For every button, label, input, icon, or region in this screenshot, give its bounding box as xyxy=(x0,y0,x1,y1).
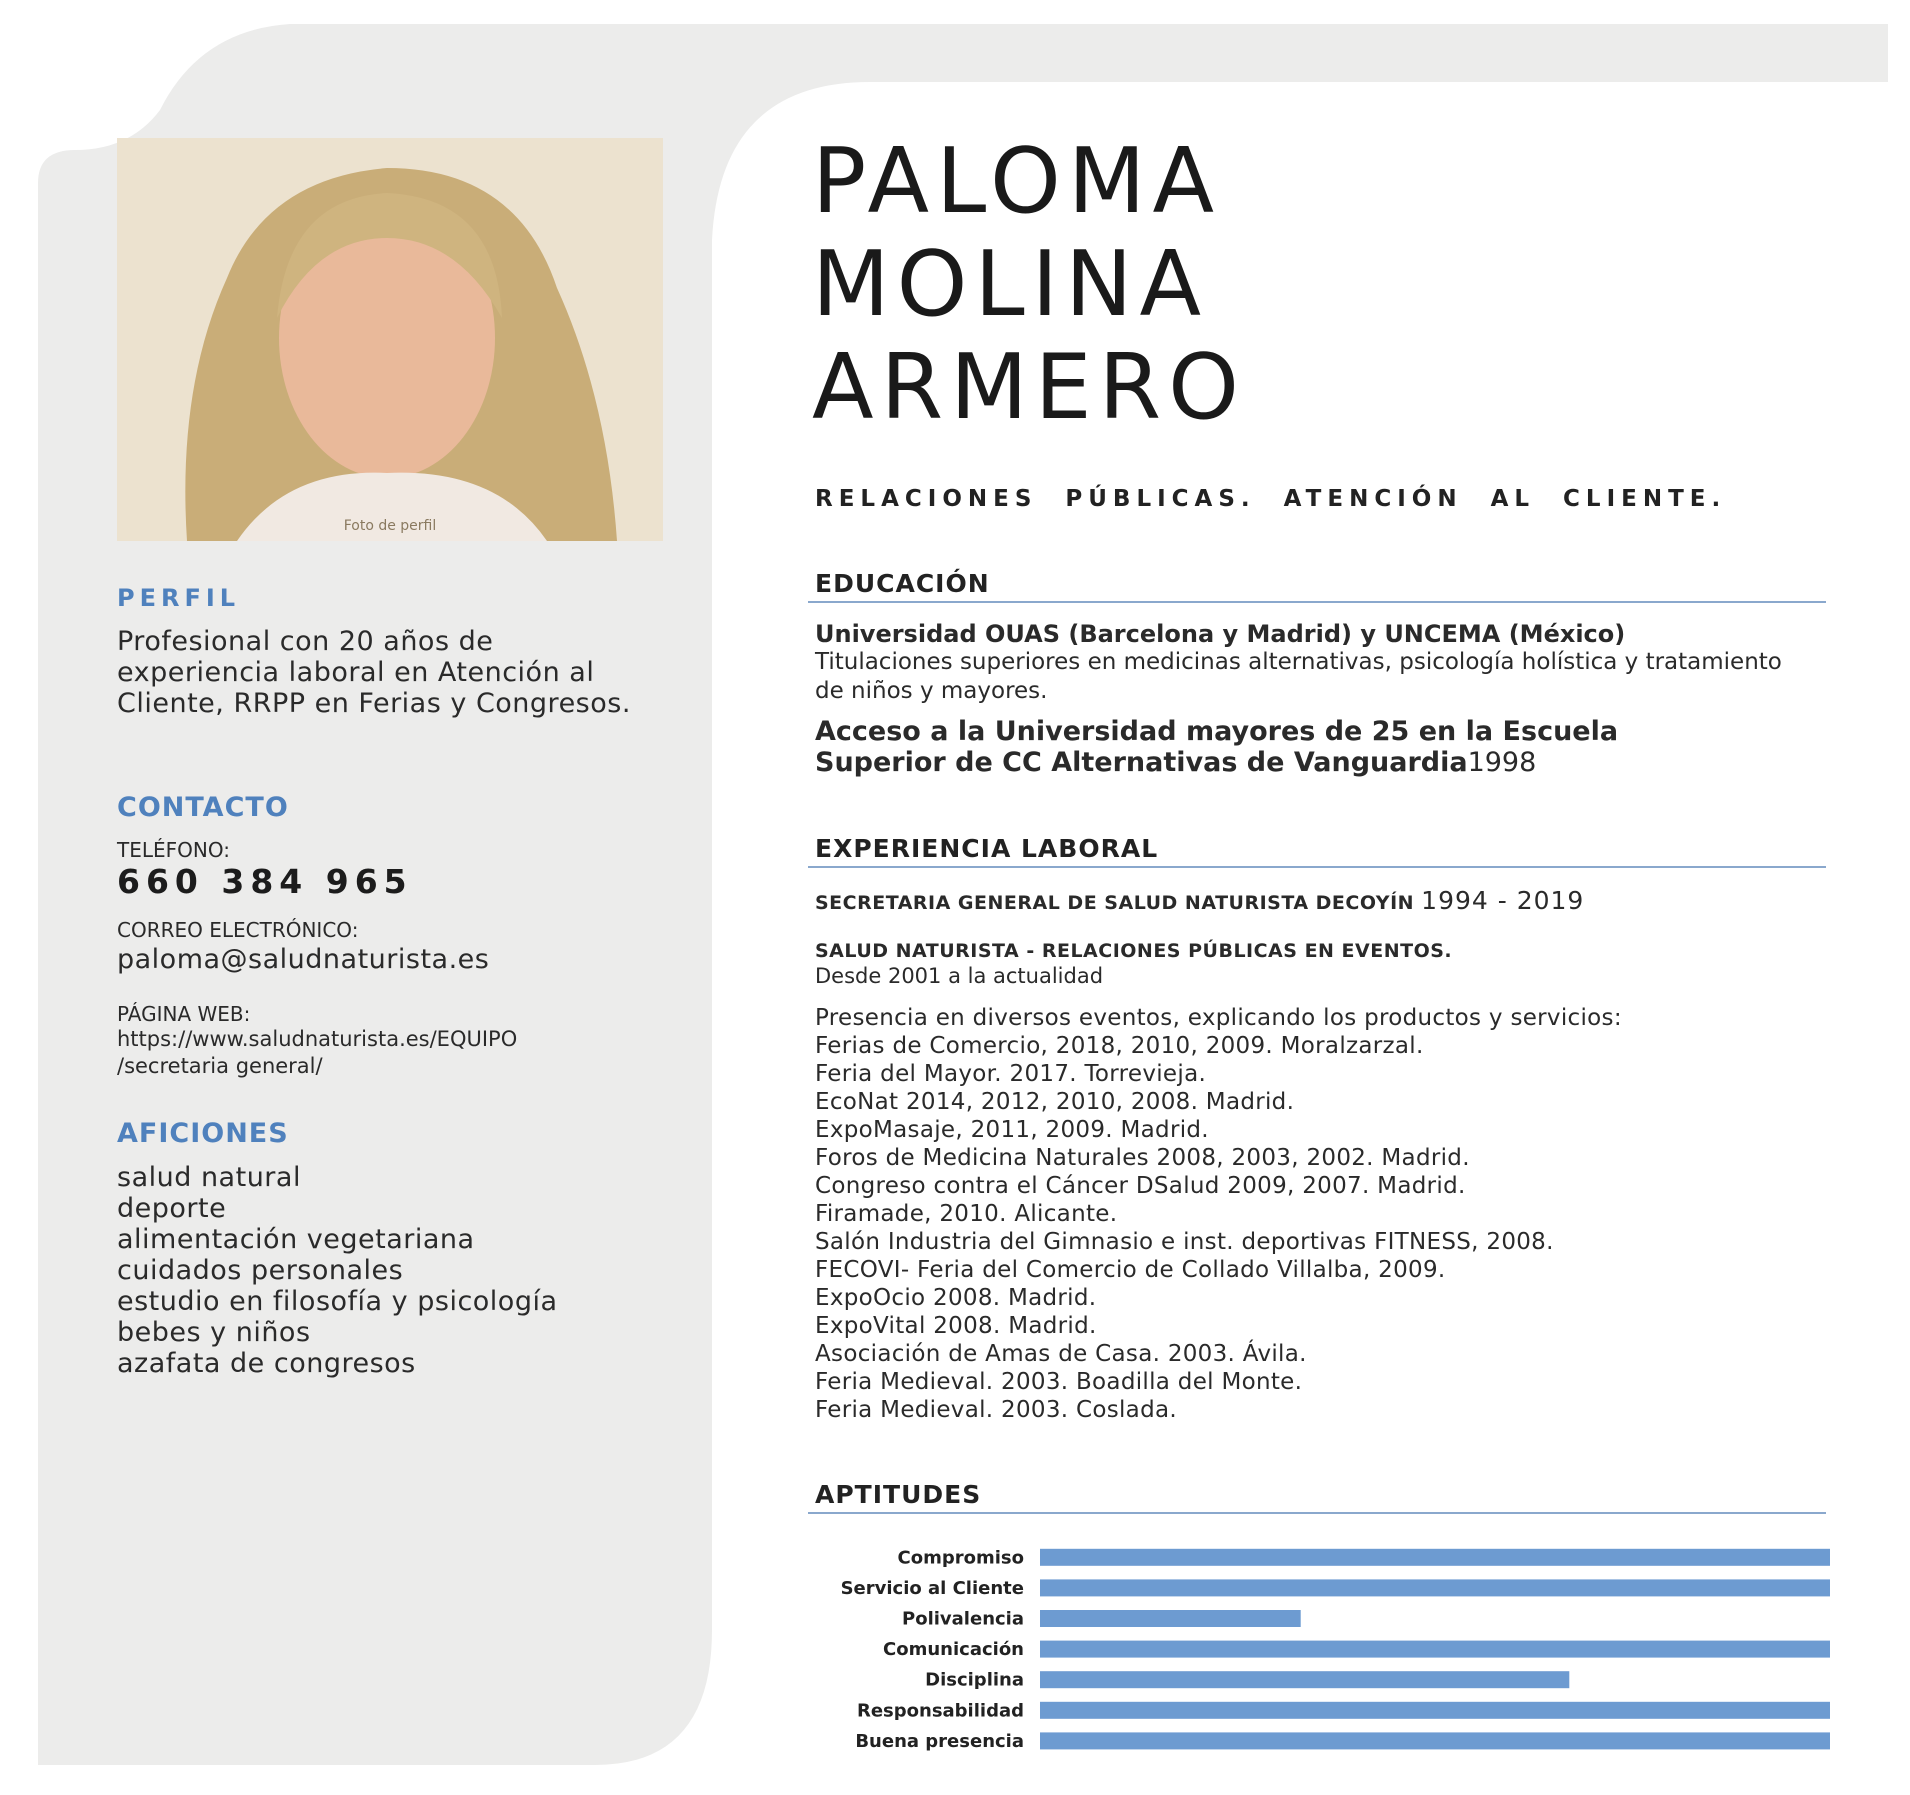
list-item: ExpoMasaje, 2011, 2009. Madrid. xyxy=(815,1117,1209,1143)
bar-label: Responsabilidad xyxy=(856,1700,1024,1722)
photo-label: Foto de perfil xyxy=(343,518,437,534)
perfil-text: Profesional con 20 años de experiencia laboral en Atención al Cliente, RRPP en Ferias y Congresos. xyxy=(117,626,631,719)
educacion-heading: EDUCACIÓN xyxy=(815,569,990,598)
full-name xyxy=(812,130,1246,439)
bar-label: Buena presencia xyxy=(855,1730,1024,1752)
portrait-icon xyxy=(117,138,663,541)
email-address[interactable]: paloma@saludnaturista.es xyxy=(117,944,490,975)
bar-label: Servicio al Cliente xyxy=(840,1577,1024,1599)
job-2-since: Desde 2001 a la actualidad xyxy=(815,964,1104,988)
education-item-title: Universidad OUAS (Barcelona y Madrid) y UNCEMA (México) xyxy=(815,620,1626,648)
web-link-line2: /secretaria general/ xyxy=(117,1054,323,1078)
job-role: RELACIONES PÚBLICAS. ATENCIÓN AL CLIENTE. xyxy=(815,486,1727,512)
perfil-heading: PERFIL xyxy=(117,584,241,612)
web-link[interactable] xyxy=(117,1026,677,1080)
list-item: deporte xyxy=(117,1193,227,1224)
name-line-1: PALOMA xyxy=(812,129,1222,234)
list-item: Presencia en diversos eventos, explicando los productos y servicios: xyxy=(815,1005,1622,1031)
profile-photo xyxy=(117,138,663,541)
education-item-description: Titulaciones superiores en medicinas alternativas, psicología holística y tratamiento de niños y mayores. xyxy=(815,649,1782,704)
education-item-2-year: 1998 xyxy=(1467,747,1537,778)
list-item: Foros de Medicina Naturales 2008, 2003, 2002. Madrid. xyxy=(815,1145,1470,1171)
job-1-title: SECRETARIA GENERAL DE SALUD NATURISTA DECOYÍN xyxy=(815,892,1415,914)
skill-bar xyxy=(1040,1671,1569,1688)
events-list xyxy=(815,1004,1622,1424)
bar-label: Compromiso xyxy=(897,1547,1024,1569)
section-divider xyxy=(808,866,1826,868)
list-item: FECOVI- Feria del Comercio de Collado Villalba, 2009. xyxy=(815,1257,1446,1283)
skill-bar xyxy=(1040,1641,1830,1658)
list-item: Firamade, 2010. Alicante. xyxy=(815,1201,1118,1227)
bar-label: Comunicación xyxy=(883,1639,1024,1661)
bar-label: Polivalencia xyxy=(902,1608,1024,1630)
education-item-2-line1: Acceso a la Universidad mayores de 25 en la Escuela xyxy=(815,716,1619,747)
list-item: Salón Industria del Gimnasio e inst. deportivas FITNESS, 2008. xyxy=(815,1229,1554,1255)
job-1 xyxy=(815,886,1584,915)
web-label: PÁGINA WEB: xyxy=(117,1002,251,1026)
phone-label: TELÉFONO: xyxy=(117,838,230,862)
name-line-3: ARMERO xyxy=(812,335,1246,440)
list-item: Congreso contra el Cáncer DSalud 2009, 2007. Madrid. xyxy=(815,1173,1466,1199)
skill-bar xyxy=(1040,1732,1830,1749)
list-item: Ferias de Comercio, 2018, 2010, 2009. Moralzarzal. xyxy=(815,1033,1424,1059)
aficiones-list xyxy=(117,1162,558,1379)
aficiones-heading: AFICIONES xyxy=(117,1118,289,1149)
section-divider xyxy=(808,1512,1826,1514)
skill-bar xyxy=(1040,1702,1830,1719)
list-item: bebes y niños xyxy=(117,1317,311,1348)
list-item: cuidados personales xyxy=(117,1255,404,1286)
name-line-2: MOLINA xyxy=(812,232,1209,337)
skill-bar xyxy=(1040,1549,1830,1566)
job-2-title: SALUD NATURISTA - RELACIONES PÚBLICAS EN EVENTOS. xyxy=(815,940,1453,962)
web-link-line1: https://www.saludnaturista.es/EQUIPO xyxy=(117,1027,518,1051)
list-item: Feria Medieval. 2003. Coslada. xyxy=(815,1397,1177,1423)
aptitudes-heading: APTITUDES xyxy=(815,1480,982,1509)
list-item: estudio en filosofía y psicología xyxy=(117,1286,558,1317)
list-item: ExpoVital 2008. Madrid. xyxy=(815,1313,1097,1339)
list-item: Feria del Mayor. 2017. Torrevieja. xyxy=(815,1061,1207,1087)
skill-bar xyxy=(1040,1610,1301,1627)
list-item: EcoNat 2014, 2012, 2010, 2008. Madrid. xyxy=(815,1089,1295,1115)
list-item: Asociación de Amas de Casa. 2003. Ávila. xyxy=(815,1341,1307,1367)
skills-chart xyxy=(808,1538,1858,1768)
section-divider xyxy=(808,601,1826,603)
contacto-heading: CONTACTO xyxy=(117,792,289,823)
list-item: alimentación vegetariana xyxy=(117,1224,475,1255)
education-item-2-line2: Superior de CC Alternativas de Vanguardia xyxy=(815,747,1468,778)
experiencia-heading: EXPERIENCIA LABORAL xyxy=(815,834,1159,863)
bar-label: Disciplina xyxy=(925,1669,1024,1691)
phone-number[interactable]: 660 384 965 xyxy=(117,862,413,901)
list-item: salud natural xyxy=(117,1162,301,1193)
skill-bar xyxy=(1040,1579,1830,1596)
email-label: CORREO ELECTRÓNICO: xyxy=(117,918,359,942)
list-item: ExpoOcio 2008. Madrid. xyxy=(815,1285,1097,1311)
list-item: Feria Medieval. 2003. Boadilla del Monte. xyxy=(815,1369,1303,1395)
list-item: azafata de congresos xyxy=(117,1348,416,1379)
education-item-2 xyxy=(815,716,1618,778)
job-1-years: 1994 - 2019 xyxy=(1421,886,1585,915)
